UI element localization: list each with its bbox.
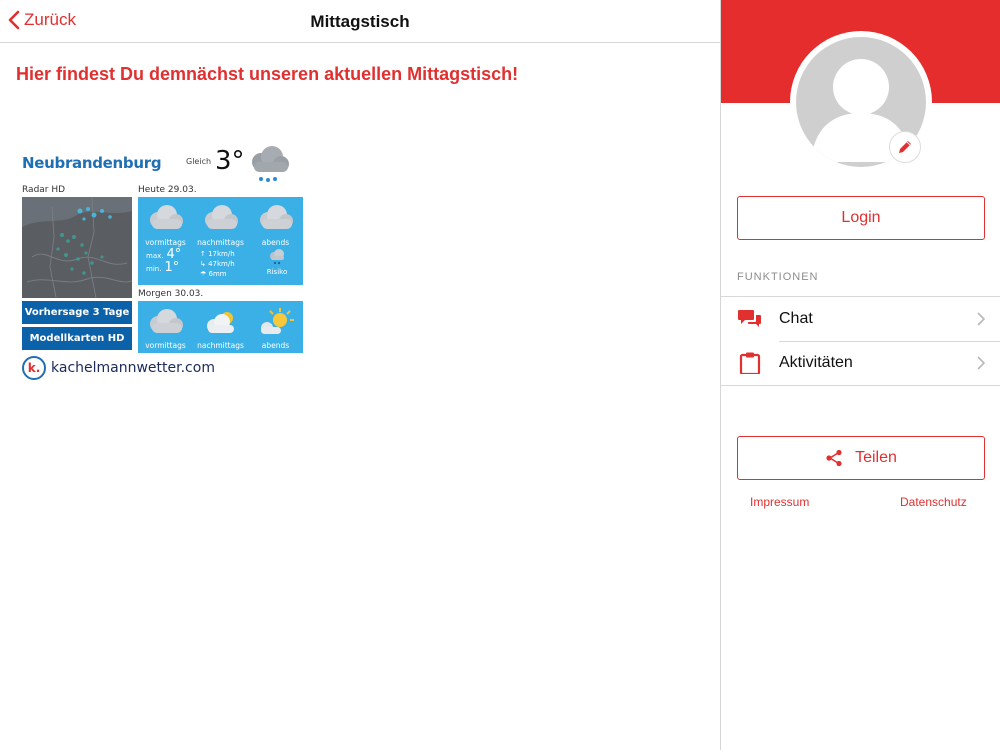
min-temp: 1° bbox=[164, 260, 180, 275]
risk-label: Risiko bbox=[266, 268, 288, 276]
radar-map[interactable] bbox=[22, 197, 132, 298]
page-title: Mittagstisch bbox=[310, 12, 410, 31]
datenschutz-link[interactable]: Datenschutz bbox=[900, 495, 967, 509]
tomorrow-forecast-panel[interactable] bbox=[138, 301, 303, 353]
cloud-icon bbox=[256, 203, 296, 233]
weather-now-temp: 3° bbox=[215, 146, 245, 176]
period-label: vormittags bbox=[145, 238, 186, 247]
rain-cloud-icon bbox=[246, 144, 292, 186]
period-label: nachmittags bbox=[197, 238, 244, 247]
cloud-icon bbox=[146, 307, 186, 337]
tomorrow-evening bbox=[248, 301, 303, 353]
wind-speed: 17km/h bbox=[208, 250, 235, 258]
temperature-range bbox=[146, 249, 181, 275]
clipboard-icon bbox=[738, 352, 762, 374]
navigation-bar bbox=[0, 0, 720, 43]
precipitation: 6mm bbox=[208, 270, 227, 278]
small-rain-cloud-icon bbox=[268, 249, 286, 265]
precipitation-risk bbox=[252, 249, 302, 276]
max-temp: 4° bbox=[166, 247, 182, 262]
pencil-icon bbox=[897, 139, 913, 155]
today-label: Heute 29.03. bbox=[138, 185, 197, 195]
functions-list bbox=[721, 296, 1000, 386]
period-label: nachmittags bbox=[197, 341, 244, 350]
share-label: Teilen bbox=[855, 449, 897, 466]
share-button[interactable] bbox=[737, 436, 985, 480]
min-label: min. bbox=[146, 265, 162, 273]
chat-label: Chat bbox=[779, 310, 813, 327]
headline-text: Hier findest Du demnächst unseren aktuellen Mittagstisch! bbox=[16, 64, 519, 84]
cloud-icon bbox=[201, 203, 241, 233]
tomorrow-label: Morgen 30.03. bbox=[138, 289, 204, 299]
sun-cloud-icon bbox=[256, 307, 296, 337]
radar-map-image bbox=[22, 197, 132, 298]
edit-profile-button[interactable] bbox=[889, 131, 921, 163]
model-maps-button[interactable]: Modellkarten HD bbox=[22, 327, 132, 350]
chevron-right-icon bbox=[976, 356, 985, 370]
login-button[interactable] bbox=[737, 196, 985, 240]
tomorrow-afternoon bbox=[193, 301, 248, 353]
weather-city: Neubrandenburg bbox=[22, 154, 162, 172]
list-item-aktivitaeten[interactable] bbox=[721, 341, 1000, 385]
today-forecast-panel[interactable] bbox=[138, 197, 303, 285]
aktivitaeten-label: Aktivitäten bbox=[779, 354, 853, 371]
wind-gusts: 47km/h bbox=[208, 260, 235, 268]
tomorrow-morning bbox=[138, 301, 193, 353]
weather-now-label: Gleich bbox=[186, 157, 212, 166]
period-label: abends bbox=[261, 238, 290, 247]
cloud-icon bbox=[146, 203, 186, 233]
chat-icon bbox=[738, 308, 762, 330]
wind-info: ↑ 17km/h ↳ 47km/h ☂ 6mm bbox=[200, 250, 235, 278]
partly-cloudy-icon bbox=[201, 307, 241, 337]
weather-widget[interactable] bbox=[20, 140, 310, 390]
list-item-chat[interactable] bbox=[721, 297, 1000, 341]
impressum-link[interactable]: Impressum bbox=[750, 495, 810, 509]
login-label: Login bbox=[841, 209, 881, 226]
radar-label: Radar HD bbox=[22, 185, 66, 195]
max-label: max. bbox=[146, 252, 164, 260]
kachelmann-brand-link[interactable] bbox=[22, 356, 215, 380]
chevron-right-icon bbox=[976, 312, 985, 326]
share-icon bbox=[825, 449, 843, 467]
brand-text: kachelmannwetter.com bbox=[51, 360, 215, 376]
side-panel bbox=[720, 0, 1000, 750]
period-label: abends bbox=[261, 341, 290, 350]
section-heading-funktionen: FUNKTIONEN bbox=[737, 271, 819, 283]
period-label: vormittags bbox=[145, 341, 186, 350]
back-label: Zurück bbox=[24, 10, 76, 29]
forecast-3-days-button[interactable]: Vorhersage 3 Tage bbox=[22, 301, 132, 324]
kachelmann-logo: k. bbox=[22, 356, 46, 380]
